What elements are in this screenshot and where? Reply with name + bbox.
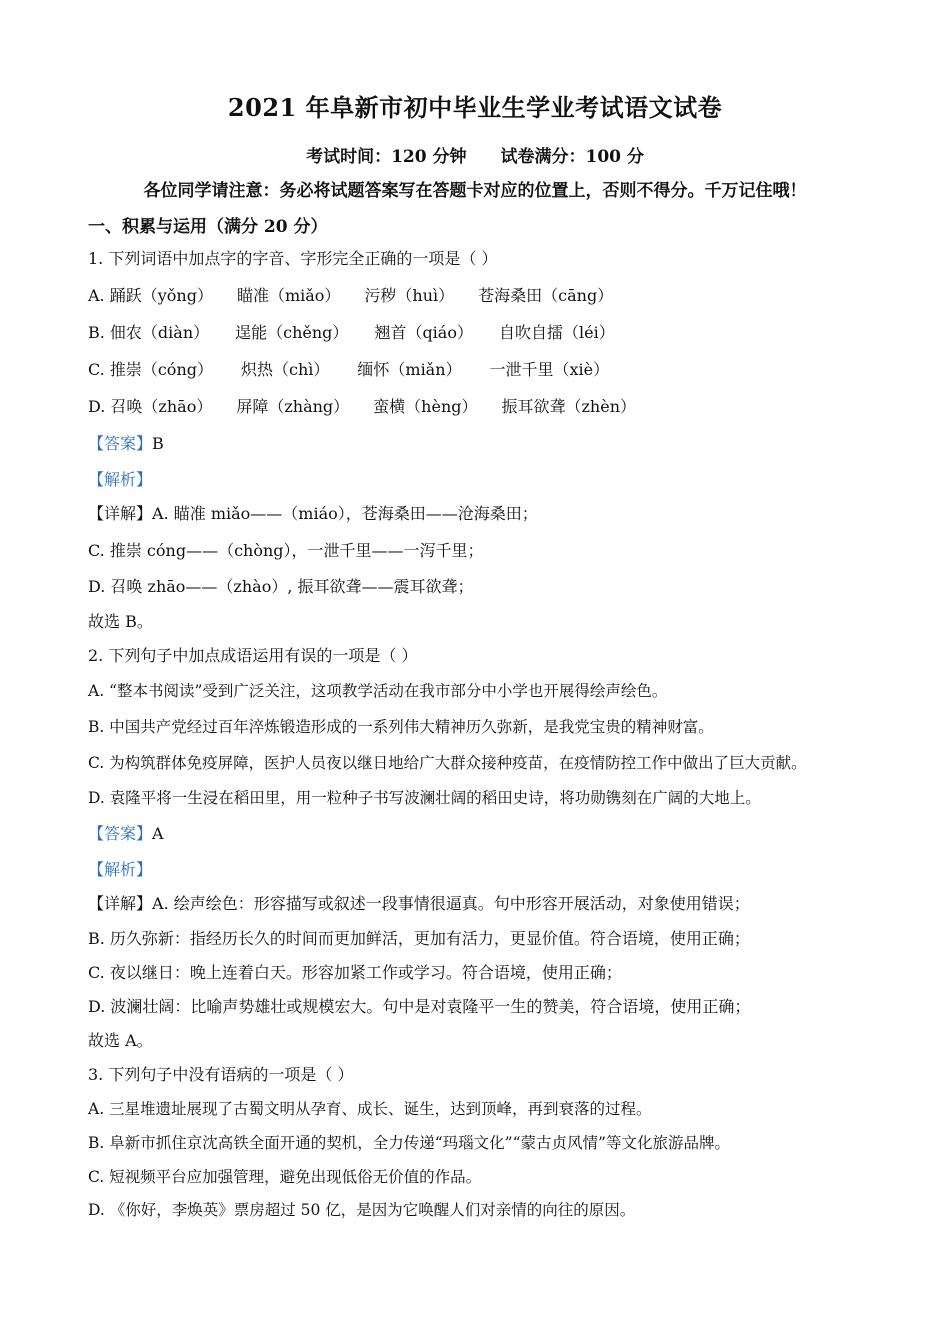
q1-d-item-2: 屏障（zhàng） (236, 397, 350, 416)
q1-a-item-3: 污秽（huì） (364, 286, 455, 305)
answer-value: A (152, 824, 164, 843)
q2-detail-4: D. 波澜壮阔：比喻声势雄壮或规模宏大。句中是对袁隆平一生的赞美，符合语境，使用正确； (88, 997, 751, 1016)
q1-option-d (88, 394, 636, 417)
q1-option-b (88, 320, 615, 343)
q2-option-c: C. 为构筑群体免疫屏障，医护人员夜以继日地给广大群众接种疫苗，在疫情防控工作中做出了巨大贡献。 (88, 754, 807, 772)
detail-text: A. 瞄准 miǎo——（miáo），苍海桑田——沧海桑田； (152, 504, 538, 523)
q1-b-item-2: 逞能（chěng） (235, 323, 349, 342)
q1-c-item-2: 炽热（chì） (241, 360, 330, 379)
answer-tag: 【答案】 (88, 434, 153, 453)
q1-detail-3: D. 召唤 zhāo——（zhào）, 振耳欲聋——震耳欲聋； (88, 577, 474, 596)
q2-analysis-tag: 【解析】 (88, 860, 153, 879)
q1-d-item-4: 振耳欲聋（zhèn） (501, 397, 637, 416)
q2-stem: 2. 下列句子中加点成语运用有误的一项是（ ） (88, 646, 418, 665)
q1-a-item-2: 瞄准（miǎo） (236, 286, 341, 305)
q1-b-item-1: B. 佃农（diàn） (88, 323, 210, 342)
detail-tag: 【详解】 (88, 894, 153, 913)
section-heading: 一、积累与运用（满分 20 分） (88, 217, 328, 237)
q1-stem: 1. 下列词语中加点字的字音、字形完全正确的一项是（ ） (88, 249, 498, 268)
q2-answer (88, 821, 164, 844)
answer-tag: 【答案】 (88, 824, 153, 843)
exam-info (0, 142, 950, 167)
q1-d-item-3: 蛮横（hèng） (373, 397, 478, 416)
q1-c-item-1: C. 推崇（cóng） (88, 360, 213, 379)
q3-stem: 3. 下列句子中没有语病的一项是（ ） (88, 1065, 354, 1084)
q1-option-a (88, 283, 613, 306)
exam-time: 考试时间：120 分钟 (306, 147, 467, 167)
q2-option-a: A. “整本书阅读”受到广泛关注，这项教学活动在我市部分中小学也开展得绘声绘色。 (88, 682, 668, 700)
q2-detail-2: B. 历久弥新：指经历长久的时间而更加鲜活，更加有活力，更显价值。符合语境，使用正确； (88, 929, 750, 948)
exam-notice: 各位同学请注意：务必将试题答案写在答题卡对应的位置上，否则不得分。千万记住哦！ (143, 181, 807, 201)
q1-a-item-4: 苍海桑田（cāng） (478, 286, 614, 305)
q1-a-item-1: A. 踊跃（yǒng） (88, 286, 213, 305)
q1-d-item-1: D. 召唤（zhāo） (88, 397, 213, 416)
q1-option-c (88, 357, 609, 380)
answer-value: B (152, 434, 164, 453)
q2-option-b: B. 中国共产党经过百年淬炼锻造形成的一系列伟大精神历久弥新，是我党宝贵的精神财富。 (88, 718, 714, 736)
exam-score: 试卷满分：100 分 (500, 147, 644, 167)
q1-answer (88, 431, 164, 454)
q3-option-a: A. 三星堆遗址展现了古蜀文明从孕育、成长、诞生，达到顶峰，再到衰落的过程。 (88, 1100, 652, 1118)
q2-conclusion: 故选 A。 (88, 1031, 153, 1050)
q3-option-b: B. 阜新市抓住京沈高铁全面开通的契机，全力传递“玛瑙文化”“蒙古贞风情”等文化旅游品牌。 (88, 1134, 730, 1152)
q1-detail-1 (88, 501, 538, 524)
q1-c-item-4: 一泄千里（xiè） (489, 360, 610, 379)
q3-option-d: D. 《你好，李焕英》票房超过 50 亿，是因为它唤醒人们对亲情的向往的原因。 (88, 1201, 636, 1219)
q2-detail-1 (88, 891, 750, 914)
exam-title: 2021 年阜新市初中毕业生学业考试语文试卷 (227, 93, 723, 122)
q1-analysis-tag: 【解析】 (88, 470, 153, 489)
q1-detail-2: C. 推崇 cóng——（chòng），一泄千里——一泻千里； (88, 541, 484, 560)
q1-conclusion: 故选 B。 (88, 612, 153, 631)
detail-tag: 【详解】 (88, 504, 153, 523)
q1-b-item-4: 自吹自擂（léi） (498, 323, 615, 342)
detail-text: A. 绘声绘色：形容描写或叙述一段事情很逼真。句中形容开展活动，对象使用错误； (152, 894, 750, 913)
q2-detail-3: C. 夜以继日：晚上连着白天。形容加紧工作或学习。符合语境，使用正确； (88, 963, 622, 982)
q3-option-c: C. 短视频平台应加强管理，避免出现低俗无价值的作品。 (88, 1168, 482, 1186)
q1-b-item-3: 翘首（qiáo） (374, 323, 473, 342)
q1-c-item-3: 缅怀（miǎn） (357, 360, 462, 379)
q2-option-d: D. 袁隆平将一生浸在稻田里，用一粒种子书写波澜壮阔的稻田史诗，将功勋镌刻在广阔的大地上。 (88, 789, 761, 807)
